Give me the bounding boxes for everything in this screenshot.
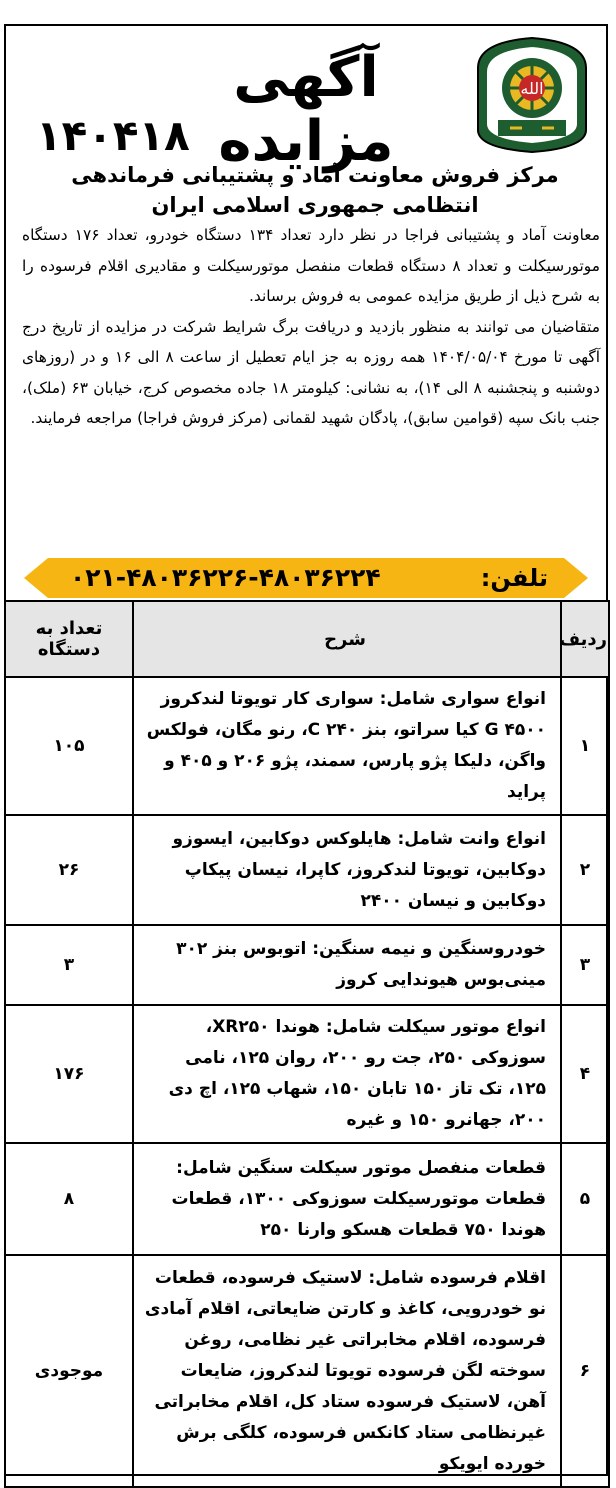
items-table bbox=[4, 600, 610, 1488]
row-count: موجودی bbox=[5, 1255, 133, 1487]
row-description: اقلام فرسوده شامل: لاستیک فرسوده، قطعات نو خودرویی، کاغذ و کارتن ضایعاتی، اقلام آمادی فرسوده، اقلام مخابراتی غیر نظامی، روغن سوخته لگن فرسوده تویوتا لندکروز، ضایعات آهن، لاستیک فرسوده ستاد کل، اقلام مخابراتی غیرنظامی ستاد کانکس فرسوده، کلگی برش خورده ایویکو bbox=[133, 1255, 561, 1487]
header-description: شرح bbox=[133, 601, 561, 677]
phone-numbers: ۰۲۱-۴۸۰۳۶۲۲۶-۴۸۰۳۶۲۲۴ bbox=[70, 563, 381, 592]
header-index: ردیف bbox=[561, 601, 609, 677]
row-count: ۲۶ bbox=[5, 815, 133, 925]
header-count: تعداد به دستگاه bbox=[5, 601, 133, 677]
row-count: ۱۰۵ bbox=[5, 677, 133, 815]
table-row bbox=[5, 1255, 609, 1487]
organization-title: مرکز فروش معاونت آماد و پشتیبانی فرماندهی انتظامی جمهوری اسلامی ایران bbox=[71, 163, 559, 217]
row-description: انواع موتور سیکلت شامل: هوندا XR۲۵۰، سوزوکی ۲۵۰، جت رو ۲۰۰، روان ۱۲۵، نامی ۱۲۵، تک تاز ۱۵۰ تابان ۱۵۰، شهاب ۱۲۵، اچ دی ۲۰۰، جهانرو ۱۵۰ و غیره bbox=[133, 1005, 561, 1143]
intro-paragraph-2: متقاضیان می توانند به منظور بازدید و دریافت برگ شرایط شرکت در مزایده از تاریخ درج آگهی تا مورخ ۱۴۰۴/۰۵/۰۴ همه روزه به جز ایام تعطیل از ساعت ۸ الی ۱۶ و در (روزهای دوشنبه و پنجشنبه ۸ الی ۱۴)، به نشانی: کیلومتر ۱۸ جاده مخصوص کرج، خیابان ۶۳ (ملک)، جنب بانک سپه (قوامین سابق)، پادگان شهید لقمانی (مرکز فروش فراجا) مراجعه فرمایند. bbox=[22, 317, 601, 427]
table-row bbox=[5, 815, 609, 925]
table-row bbox=[5, 925, 609, 1005]
intro-paragraph-1: معاونت آماد و پشتیبانی فراجا در نظر دارد تعداد ۱۳۴ دستگاه خودرو، تعداد ۱۷۶ دستگاه موتورسیکلت و تعداد ۸ دستگاه قطعات منفصل موتورسیکلت و مقادیری اقلام فرسوده را به شرح ذیل از طریق مزایده عمومی به فروش برساند. bbox=[22, 226, 600, 305]
svg-text:الله: الله bbox=[520, 79, 544, 98]
table-row bbox=[5, 677, 609, 815]
intro-text bbox=[22, 220, 600, 434]
table-header-row bbox=[5, 601, 609, 677]
row-index: ۴ bbox=[561, 1005, 609, 1143]
row-index: ۱ bbox=[561, 677, 609, 815]
row-description: انواع سواری شامل: سواری کار تویوتا لندکروز G ۴۵۰۰ کیا سراتو، بنز C ۲۴۰، رنو مگان، فولکس واگن، دلیکا پژو پارس، سمند، پژو ۲۰۶ و ۴۰۵ و پراید bbox=[133, 677, 561, 815]
row-index: ۶ bbox=[561, 1255, 609, 1487]
table-row bbox=[5, 1143, 609, 1255]
phone-label: تلفن: bbox=[480, 564, 548, 592]
table-row bbox=[5, 1005, 609, 1143]
row-index: ۵ bbox=[561, 1143, 609, 1255]
row-count: ۳ bbox=[5, 925, 133, 1005]
notice-header bbox=[6, 26, 606, 174]
row-description: انواع وانت شامل: هایلوکس دوکابین، ایسوزو دوکابین، تویوتا لندکروز، کاپرا، نیسان پیکاپ دوکابین و نیسان ۲۴۰۰ bbox=[133, 815, 561, 925]
row-description: قطعات منفصل موتور سیکلت سنگین شامل: قطعات موتورسیکلت سوزوکی ۱۳۰۰، قطعات هوندا ۷۵۰ قطعات هسکو وارنا ۲۵۰ bbox=[133, 1143, 561, 1255]
police-emblem-icon bbox=[470, 32, 594, 156]
row-count: ۱۷۶ bbox=[5, 1005, 133, 1143]
notice-title: آگهی مزایده bbox=[218, 45, 394, 174]
row-index: ۳ bbox=[561, 925, 609, 1005]
notice-number: ۱۴۰۴۱۸ bbox=[36, 111, 190, 160]
phone-banner bbox=[24, 556, 588, 600]
row-count: ۸ bbox=[5, 1143, 133, 1255]
row-index: ۲ bbox=[561, 815, 609, 925]
row-description: خودروسنگین و نیمه سنگین: اتوبوس بنز ۳۰۲ مینی‌بوس هیوندایی کروز bbox=[133, 925, 561, 1005]
